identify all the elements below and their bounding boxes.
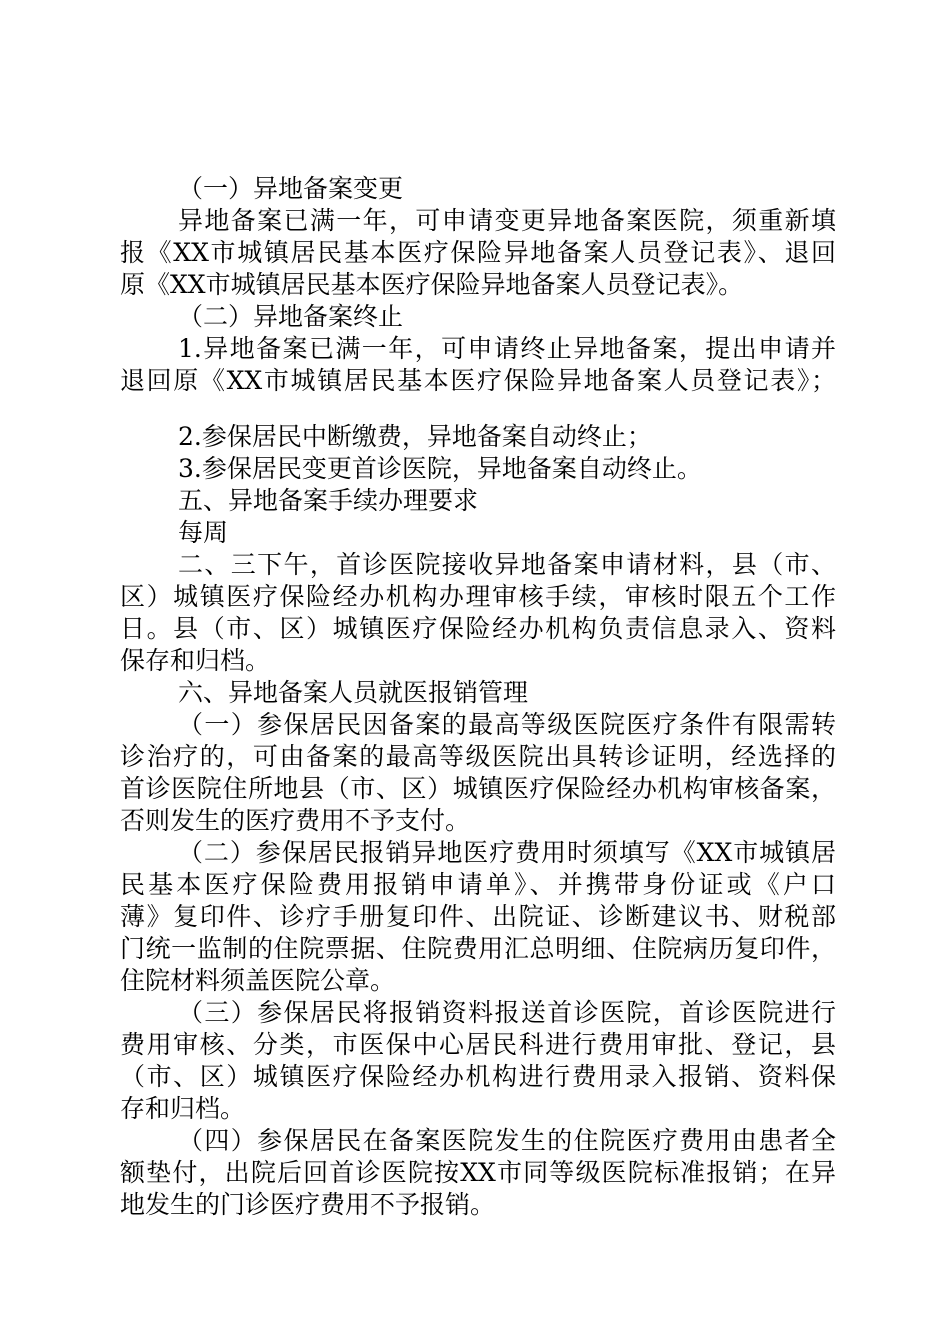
section-heading-6: 六、异地备案人员就医报销管理	[178, 678, 529, 707]
paragraph-line: 住院材料须盖医院公章。	[120, 966, 396, 995]
paragraph-line: （市、区）城镇医疗保险经办机构进行费用录入报销、资料保	[120, 1062, 836, 1091]
paragraph-line: 诊治疗的，可由备案的最高等级医院出具转诊证明，经选择的	[120, 742, 836, 771]
paragraph-line: 2.参保居民中断缴费，异地备案自动终止；	[178, 422, 652, 451]
paragraph-line: 存和归档。	[120, 1094, 246, 1123]
paragraph-line: 1.异地备案已满一年，可申请终止异地备案，提出申请并	[178, 334, 836, 363]
paragraph-line: 原《XX市城镇居民基本医疗保险异地备案人员登记表》。	[120, 270, 744, 299]
paragraph-line: （三）参保居民将报销资料报送首诊医院，首诊医院进行	[178, 998, 836, 1027]
paragraph-line: 额垫付，出院后回首诊医院按XX市同等级医院标准报销；在异	[120, 1158, 836, 1187]
paragraph-line: 二、三下午，首诊医院接收异地备案申请材料，县（市、	[178, 550, 836, 579]
paragraph-line: （二）参保居民报销异地医疗费用时须填写《XX市城镇居	[178, 838, 836, 867]
paragraph-line: 异地备案已满一年，可申请变更异地备案医院，须重新填	[178, 206, 836, 235]
paragraph-line: 报《XX市城镇居民基本医疗保险异地备案人员登记表》、退回	[120, 238, 836, 267]
section-heading-5: 五、异地备案手续办理要求	[178, 486, 479, 515]
heading-change: （一）异地备案变更	[178, 174, 404, 203]
paragraph-line: 门统一监制的住院票据、住院费用汇总明细、住院病历复印件，	[120, 934, 836, 963]
paragraph-line: 保存和归档。	[120, 646, 271, 675]
paragraph-line: 费用审核、分类，市医保中心居民科进行费用审批、登记，县	[120, 1030, 836, 1059]
paragraph-line: 首诊医院住所地县（市、区）城镇医疗保险经办机构审核备案，	[120, 774, 836, 803]
paragraph-line: 日。县（市、区）城镇医疗保险经办机构负责信息录入、资料	[120, 614, 836, 643]
paragraph-line: 3.参保居民变更首诊医院，异地备案自动终止。	[178, 454, 702, 483]
paragraph-line: （一）参保居民因备案的最高等级医院医疗条件有限需转	[178, 710, 836, 739]
paragraph-line: 区）城镇医疗保险经办机构办理审核手续，审核时限五个工作	[120, 582, 836, 611]
paragraph-line: 地发生的门诊医疗费用不予报销。	[120, 1190, 496, 1219]
heading-termination: （二）异地备案终止	[178, 302, 404, 331]
paragraph-line: 退回原《XX市城镇居民基本医疗保险异地备案人员登记表》；	[120, 366, 836, 395]
paragraph-line: 否则发生的医疗费用不予支付。	[120, 806, 471, 835]
paragraph-line: 薄》复印件、诊疗手册复印件、出院证、诊断建议书、财税部	[120, 902, 836, 931]
paragraph-line: 民基本医疗保险费用报销申请单》、并携带身份证或《户口	[120, 870, 836, 899]
paragraph-line: 每周	[178, 518, 229, 547]
paragraph-line: （四）参保居民在备案医院发生的住院医疗费用由患者全	[178, 1126, 836, 1155]
